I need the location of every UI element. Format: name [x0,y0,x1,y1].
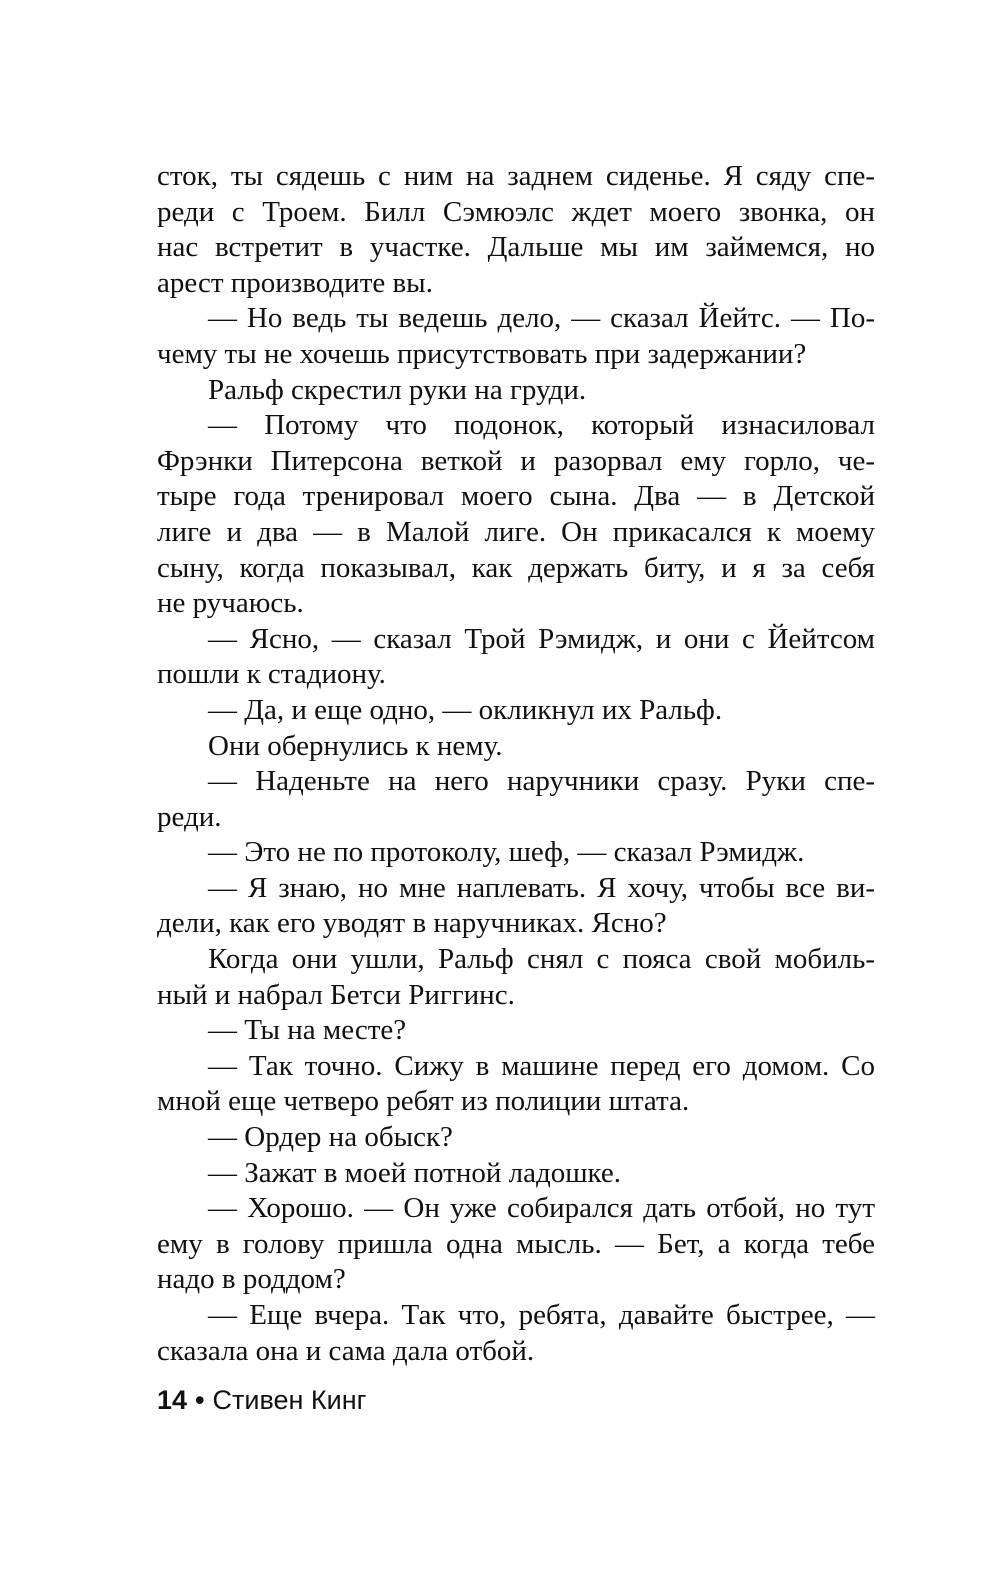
text-line: сказала она и сама дала отбой. [157,1334,535,1367]
text-line: — Да, и еще одно, — окликнул их Ральф. [208,693,723,726]
text-line: — Я знаю, но мне наплевать. Я хочу, чтобы все ви- [208,871,875,904]
text-line: не ручаюсь. [157,587,304,620]
text-line: чему ты не хочешь присутствовать при задержании? [157,337,807,370]
text-line: надо в роддом? [157,1263,346,1296]
text-line: дели, как его уводят в наручниках. Ясно? [157,907,667,940]
footer-separator: • [195,1385,205,1415]
text-line: — Это не по протоколу, шеф, — сказал Рэмидж. [208,836,805,869]
text-line: Фрэнки Питерсона веткой и разорвал ему горло, че- [157,444,875,477]
text-line: — Потому что подонок, который изнасиловал [208,409,875,442]
text-line: — Зажат в моей потной ладошке. [208,1156,622,1189]
text-line: ный и набрал Бетси Риггинс. [157,978,515,1011]
text-line: арест производите вы. [157,266,433,299]
text-line: тыре года тренировал моего сына. Два — в Детской [157,480,875,513]
text-line: — Ты на месте? [208,1014,407,1047]
text-line: — Ордер на обыск? [208,1121,453,1154]
text-line: — Так точно. Сижу в машине перед его домом. Со [208,1049,875,1082]
page-number: 14 [157,1385,188,1415]
text-line: нас встретит в участке. Дальше мы им займемся, но [157,231,875,264]
text-line: пошли к стадиону. [157,658,386,691]
text-line: — Хорошо. — Он уже собирался дать отбой, но тут [208,1192,875,1225]
text-line: — Ясно, — сказал Трой Рэмидж, и они с Йейтсом [208,622,875,655]
text-line: сыну, когда показывал, как держать биту, и я за себя [157,551,875,584]
footer-author: Стивен Кинг [212,1385,367,1415]
text-line: реди с Троем. Билл Сэмюэлс ждет моего звонка, он [157,195,875,228]
running-footer [157,1383,366,1417]
text-line: ему в голову пришла одна мысль. — Бет, а когда тебе [157,1227,875,1260]
body-text [157,159,875,1369]
text-line: Когда они ушли, Ральф снял с пояса свой мобиль- [208,943,875,976]
text-line: реди. [157,800,222,833]
text-line: Они обернулись к нему. [208,729,503,762]
text-line: — Наденьте на него наручники сразу. Руки спе- [208,765,875,798]
text-line: — Еще вчера. Так что, ребята, давайте быстрее, — [208,1299,875,1331]
text-line: сток, ты сядешь с ним на заднем сиденье. Я сяду спе- [157,160,875,192]
text-line: Ральф скрестил руки на груди. [208,373,587,406]
text-line: — Но ведь ты ведешь дело, — сказал Йейтс. — По- [208,302,875,335]
text-line: лиге и два — в Малой лиге. Он прикасался к моему [157,515,875,548]
text-line: мной еще четверо ребят из полиции штата. [157,1085,690,1118]
